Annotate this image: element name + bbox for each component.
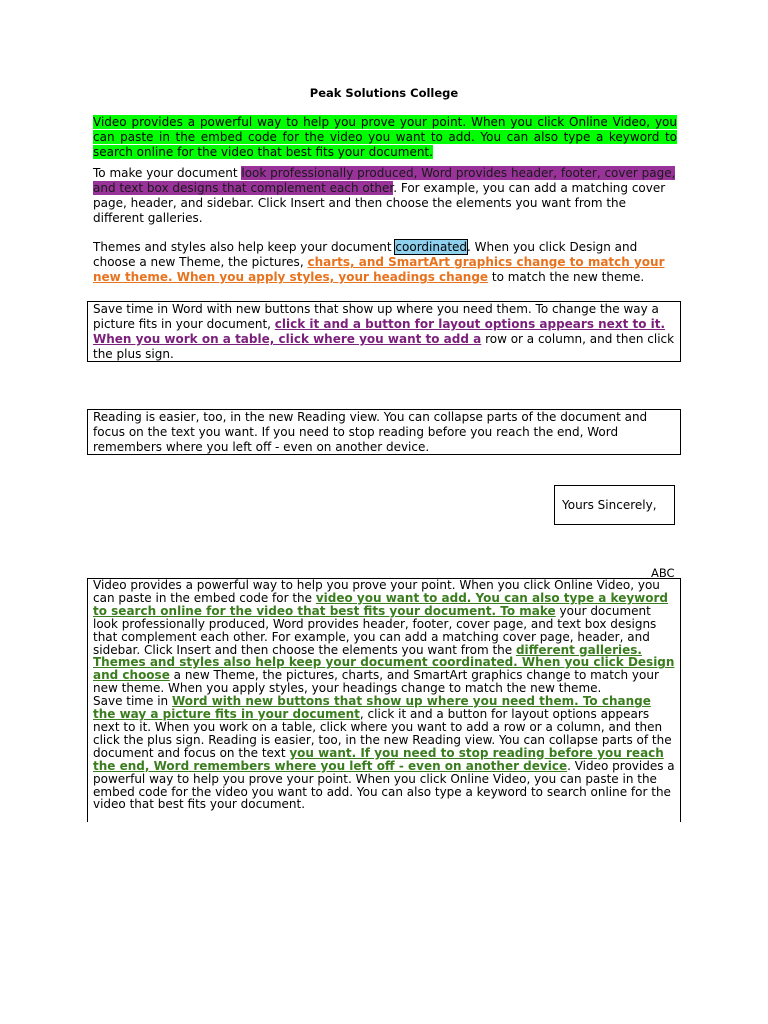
text-box-3-text-a: Video provides a powerful way to help you prove your point. When you click Online Video, you can paste in the embed code for the xyxy=(93,578,660,605)
text-box-2-content: Reading is easier, too, in the new Reading view. You can collapse parts of the document and focus on the text you want. If you need to stop reading before you reach the end, Word remembers where you left off - even on another device. xyxy=(93,410,648,454)
paragraph-2-text-b: . For example, you can add a matching cover page, header, and sidebar. Click Insert and then choose the elements you want from the different galleries. xyxy=(93,181,666,225)
purple-highlight-text: look professionally produced, Word provides header, footer, cover page, and text box designs that complement each other xyxy=(93,166,676,195)
purple-underlined-text[interactable]: click it and a button for layout options appears next to it. When you work on a table, click where you want to add a xyxy=(93,317,666,346)
text-box-3-text-d: Save time in xyxy=(93,694,172,709)
text-box-2 xyxy=(87,409,681,455)
paragraph-3-text-c: to match the new theme. xyxy=(488,270,645,284)
text-box-3-text-c: a new Theme, the pictures, charts, and SmartArt graphics change to match your new theme. When you apply styles, your headings change to match the new theme. xyxy=(93,668,659,696)
text-box-3-text-e: , click it and a button for layout options appears next to it. When you work on a table, click where you want to add a row or a column, and then click the plus sign. Reading is easier, too, in the new Reading view. You can collapse parts of the document and focus on the text xyxy=(93,707,672,760)
text-box-1 xyxy=(87,301,681,362)
text-box-3-text-b: your document look professionally produced, Word provides header, footer, cover page, and text box designs that complement each other. For example, you can add a matching cover page, header, and sidebar. Click Insert and then choose the elements you want from the xyxy=(93,603,657,657)
text-box-1-text-b: row or a column, and then click the plus sign. xyxy=(93,332,675,361)
signature-box: Yours Sincerely, xyxy=(554,485,675,525)
text-box-1-text-a: Save time in Word with new buttons that show up where you need them. To change the way a picture fits in your document, xyxy=(93,302,659,331)
green-underlined-text-4[interactable]: you want. If you need to stop reading before you reach the end, Word remembers where you left off - even on another device xyxy=(93,745,664,773)
paragraph-1 xyxy=(93,115,677,160)
paragraph-3-text-b: . When you click Design and choose a new Theme, the pictures, xyxy=(93,240,638,269)
green-underlined-text-1[interactable]: video you want to add. You can also type a keyword to search online for the video that best fits your document. To make xyxy=(93,590,668,618)
text-box-1-content xyxy=(93,302,675,362)
text-box-3-text-f: . Video provides a powerful way to help you prove your point. When you click Online Video, you can paste in the embed code for the video you want to add. You can also type a keyword to search online for the video that best fits your document. xyxy=(93,758,675,812)
page-title: Peak Solutions College xyxy=(309,86,459,100)
text-box-3 xyxy=(87,578,681,822)
paragraph-3 xyxy=(93,240,677,285)
orange-underlined-text[interactable]: charts, and SmartArt graphics change to match your new theme. When you apply styles, your headings change xyxy=(93,255,665,284)
paragraph-2-text-a: To make your document xyxy=(93,166,242,180)
green-underlined-text-2[interactable]: different galleries. Themes and styles also help keep your document coordinated. When you click Design and choose xyxy=(93,642,675,683)
paragraph-3-text-a: Themes and styles also help keep your document xyxy=(93,240,396,254)
paragraph-2 xyxy=(93,166,677,226)
green-underlined-text-3[interactable]: Word with new buttons that show up where you need them. To change the way a picture fits in your document xyxy=(93,694,651,722)
signature-name: ABC xyxy=(651,566,675,580)
blue-highlight-text: coordinated xyxy=(395,240,468,254)
green-highlight-text: Video provides a powerful way to help you prove your point. When you click Online Video, you can paste in the embed code for the video you want to add. You can also type a keyword to search online for the video that best fits your document. xyxy=(93,115,677,159)
text-box-3-content xyxy=(93,579,675,811)
